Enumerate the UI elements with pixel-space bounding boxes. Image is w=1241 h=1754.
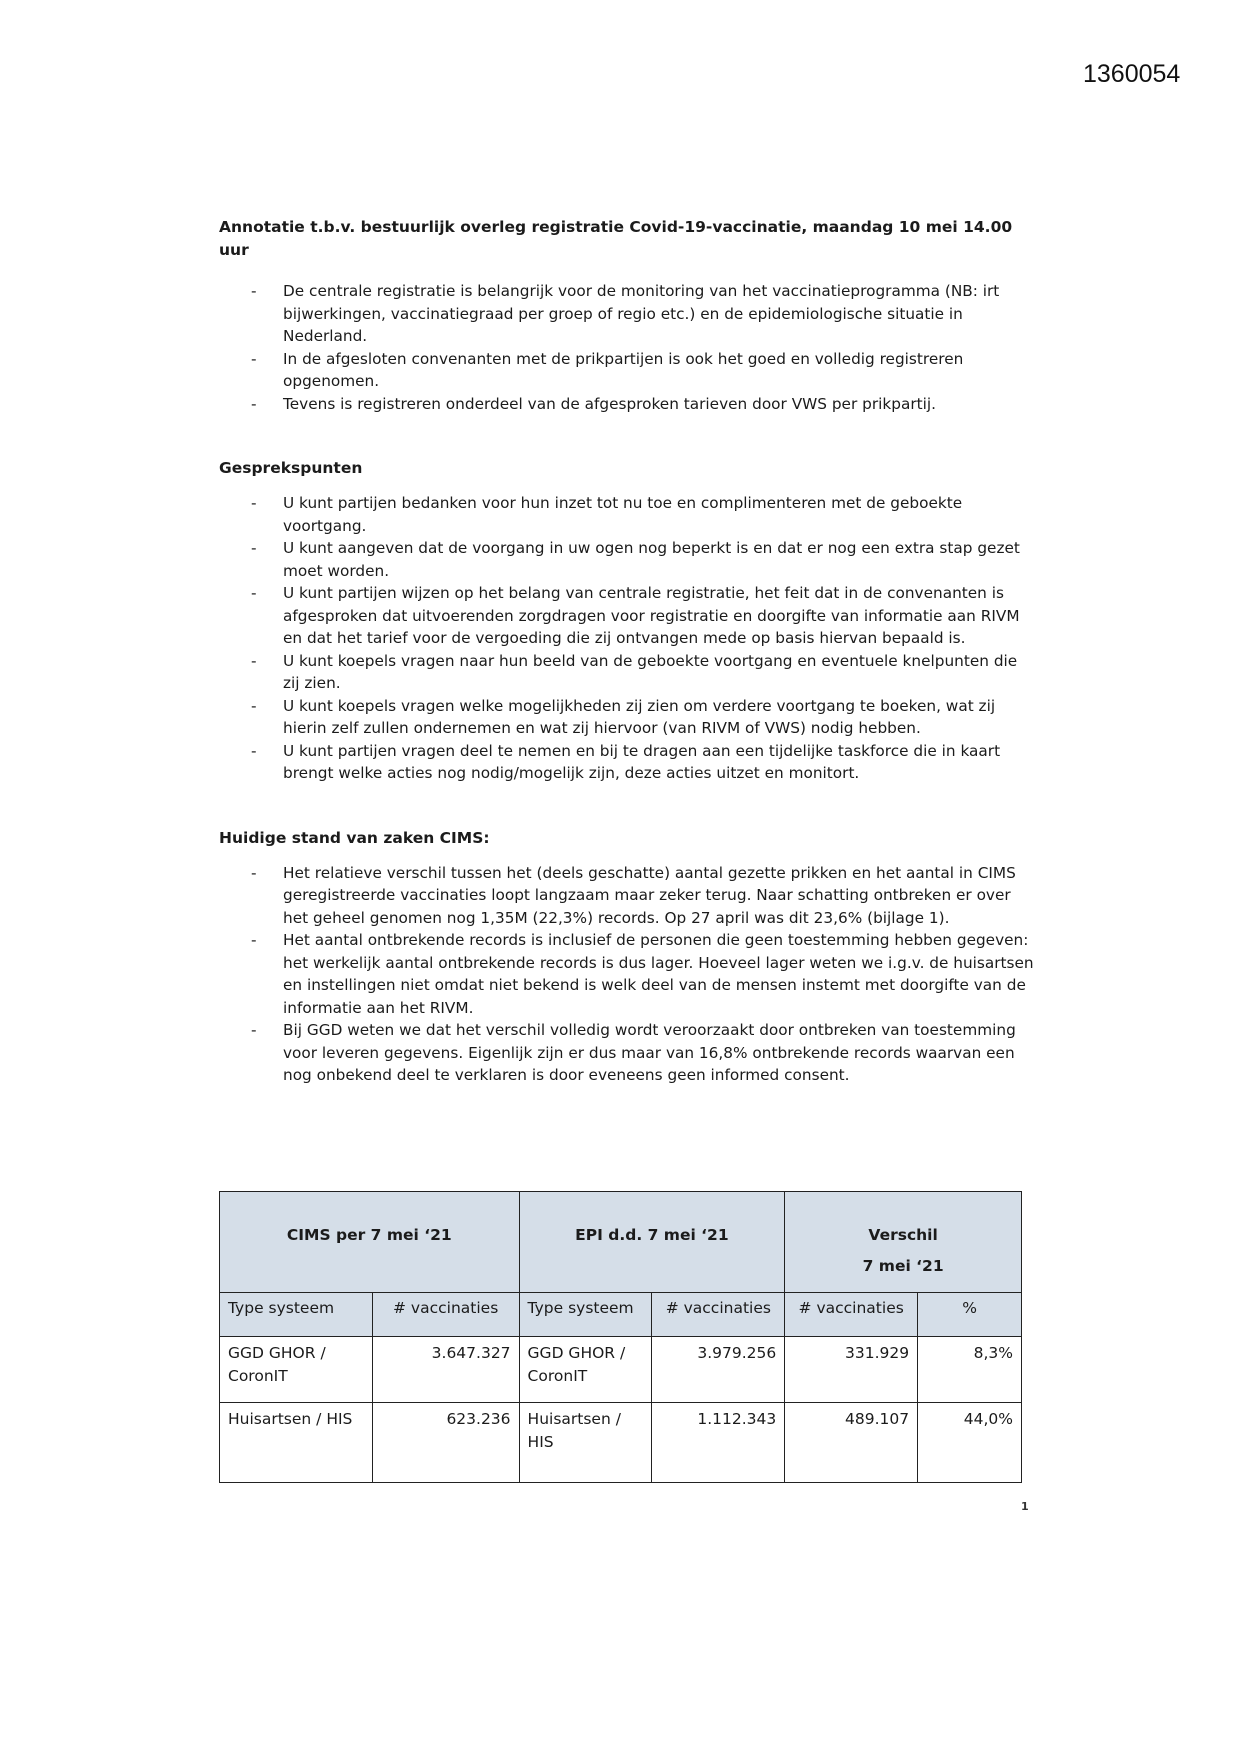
cell-type-epi: GGD GHOR / CoronIT: [519, 1337, 652, 1403]
header-epi: EPI d.d. 7 mei ‘21: [519, 1192, 785, 1293]
intro-list: [219, 280, 1034, 415]
cell-vaccinaties-cims: 3.647.327: [372, 1337, 519, 1403]
list-item: - Bij GGD weten we dat het verschil volledig wordt veroorzaakt door ontbreken van toestemming voor leveren gegevens. Eigenlijk zijn er dus maar van 16,8% ontbrekende records waarvan een nog onbekend deel te verklaren is door eveneens geen informed consent.: [219, 1019, 1034, 1087]
document-id: 1360054: [1083, 60, 1181, 88]
cell-type-cims: Huisartsen / HIS: [220, 1403, 373, 1483]
list-item: - Het aantal ontbrekende records is inclusief de personen die geen toestemming hebben gegeven: het werkelijk aantal ontbrekende records is dus lager. Hoeveel lager weten we i.g.v. de huisartsen en instellingen niet omdat niet bekend is welk deel van de mensen instemt met doorgifte van de informatie aan het RIVM.: [219, 929, 1034, 1019]
list-item: - U kunt koepels vragen naar hun beeld van de geboekte voortgang en eventuele knelpunten die zij zien.: [219, 650, 1034, 695]
table-header-row: [220, 1192, 1022, 1293]
cims-list: [219, 862, 1034, 1087]
cell-difference: 489.107: [785, 1403, 918, 1483]
document-title: Annotatie t.b.v. bestuurlijk overleg registratie Covid-19-vaccinatie, maandag 10 mei 14.00 uur: [219, 218, 1013, 259]
list-item: - U kunt partijen bedanken voor hun inzet tot nu toe en complimenteren met de geboekte voortgang.: [219, 492, 1034, 537]
header-verschil: Verschil 7 mei ‘21: [785, 1192, 1022, 1293]
list-item: - U kunt aangeven dat de voorgang in uw ogen nog beperkt is en dat er nog een extra stap gezet moet worden.: [219, 537, 1034, 582]
subheader-vaccinaties-cims: # vaccinaties: [372, 1293, 519, 1337]
table-row: [220, 1337, 1022, 1403]
list-item: - U kunt partijen wijzen op het belang van centrale registratie, het feit dat in de convenanten is afgesproken dat uitvoerenden zorgdragen voor registratie en doorgifte van informatie aan RIVM en dat het tarief voor de vergoeding die zij ontvangen mede op basis hiervan bepaald is.: [219, 582, 1034, 650]
section-heading-gesprekspunten: Gesprekspunten: [219, 459, 363, 477]
section-heading-cims: Huidige stand van zaken CIMS:: [219, 828, 490, 847]
subheader-type-epi: Type systeem: [519, 1293, 652, 1337]
subheader-vaccinaties-epi: # vaccinaties: [652, 1293, 785, 1337]
list-item: - U kunt partijen vragen deel te nemen en bij te dragen aan een tijdelijke taskforce die in kaart brengt welke acties nog nodig/mogelijk zijn, deze acties uitzet en monitort.: [219, 740, 1034, 785]
table-row: [220, 1403, 1022, 1483]
cell-type-cims: GGD GHOR / CoronIT: [220, 1337, 373, 1403]
list-item: - Tevens is registreren onderdeel van de afgesproken tarieven door VWS per prikpartij.: [219, 393, 1034, 416]
cell-percentage: 44,0%: [918, 1403, 1022, 1483]
cell-vaccinaties-epi: 1.112.343: [652, 1403, 785, 1483]
list-item: - De centrale registratie is belangrijk voor de monitoring van het vaccinatieprogramma (NB: irt bijwerkingen, vaccinatiegraad per groep of regio etc.) en de epidemiologische situatie in Nederland.: [219, 280, 1034, 348]
header-cims: CIMS per 7 mei ‘21: [220, 1192, 520, 1293]
table-subheader-row: [220, 1293, 1022, 1337]
list-item: - U kunt koepels vragen welke mogelijkheden zij zien om verdere voortgang te boeken, wat zij hierin zelf zullen ondernemen en wat zij hiervoor (van RIVM of VWS) nodig hebben.: [219, 695, 1034, 740]
cell-vaccinaties-cims: 623.236: [372, 1403, 519, 1483]
subheader-type-cims: Type systeem: [220, 1293, 373, 1337]
cell-type-epi: Huisartsen / HIS: [519, 1403, 652, 1483]
subheader-vaccinaties-diff: # vaccinaties: [785, 1293, 918, 1337]
list-item: - Het relatieve verschil tussen het (deels geschatte) aantal gezette prikken en het aantal in CIMS geregistreerde vaccinaties loopt langzaam maar zeker terug. Naar schatting ontbreken er over het geheel genomen nog 1,35M (22,3%) records. Op 27 april was dit 23,6% (bijlage 1).: [219, 862, 1034, 930]
page-content: [219, 216, 1034, 1087]
gesprekspunten-list: [219, 492, 1034, 785]
page-number: 1: [1021, 1500, 1029, 1513]
cell-percentage: 8,3%: [918, 1337, 1022, 1403]
cell-vaccinaties-epi: 3.979.256: [652, 1337, 785, 1403]
list-item: - In de afgesloten convenanten met de prikpartijen is ook het goed en volledig registreren opgenomen.: [219, 348, 1034, 393]
cims-comparison-table: [219, 1191, 1022, 1483]
cell-difference: 331.929: [785, 1337, 918, 1403]
subheader-percentage: %: [918, 1293, 1022, 1337]
